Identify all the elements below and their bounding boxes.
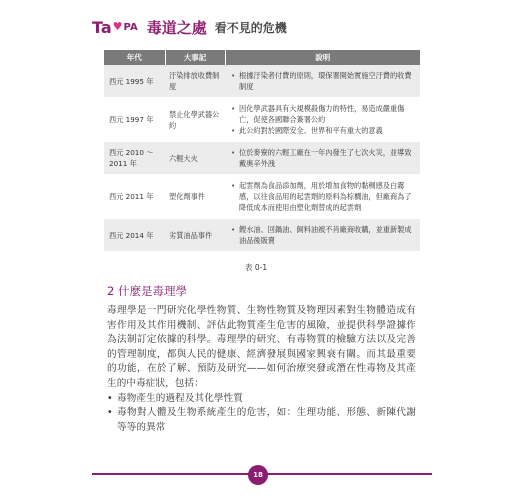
row-year: 西元 1995 年 — [104, 65, 165, 98]
table-row — [104, 65, 420, 98]
events-table — [104, 50, 420, 252]
heart-icon: ♥ — [112, 19, 123, 33]
header-event: 大事記 — [165, 50, 225, 65]
chapter-title: 毒道之處 — [146, 18, 207, 37]
row-year: 西元 1997 年 — [104, 98, 165, 142]
desc-item: • 此公約對於國際安全、世界和平有重大的意義 — [239, 125, 416, 136]
desc-item: • 位於麥寮的六輕工廠在一年內發生了七次火災，並導致戴奧辛外洩 — [239, 147, 416, 169]
row-year: 西元 2011 年 — [104, 175, 165, 219]
header-year: 年代 — [104, 50, 165, 65]
desc-item: • 因化學武器具有大規模殺傷力的特性，易造成嚴重傷亡，促使各國聯合簽署公約 — [239, 103, 416, 125]
row-event: 汙染排放收費制度 — [165, 65, 225, 98]
row-desc — [225, 219, 420, 252]
page-header — [92, 13, 287, 41]
table-row — [104, 142, 420, 175]
table-header-row — [104, 50, 420, 65]
table-caption: 表 0-1 — [245, 263, 268, 272]
row-event: 六輕大火 — [165, 142, 225, 175]
section-heading: 2 什麼是毒理學 — [107, 284, 187, 298]
row-event: 劣質油品事件 — [165, 219, 225, 252]
desc-item: • 起雲劑為食品添加劑，用於增加食物的黏稠感及白霧感，以往食品用的起雲劑的原料為棕櫚油，但廠商為了降低成本而使用由塑化劑替成的起雲劑 — [239, 180, 416, 213]
row-desc — [225, 98, 420, 142]
bullet-item: • 毒物產生的過程及其化學性質 — [107, 392, 416, 407]
row-year: 西元 2014 年 — [104, 219, 165, 252]
desc-item: • 根據汙染者付費的原則，環保署開始實施空汙費的收費制度 — [239, 70, 416, 92]
desc-item: • 餿水油、回鍋油、飼料油被不肖廠商收購，並重新製成油品後販賣 — [239, 224, 416, 246]
logo — [92, 18, 138, 37]
logo-text: Ta — [92, 17, 112, 37]
row-desc — [225, 175, 420, 219]
table-row — [104, 98, 420, 142]
logo-suffix: PA — [123, 21, 138, 33]
table-row — [104, 175, 420, 219]
row-desc — [225, 142, 420, 175]
row-event: 禁止化學武器公約 — [165, 98, 225, 142]
header-desc: 說明 — [225, 50, 420, 65]
body-paragraph: 毒理學是一門研究化學性物質、生物性物質及物理因素對生物體造成有害作用及其作用機制、評估此物質產生危害的風險，並提供科學證據作為法制訂定依據的科學。毒理學的研究、有毒物質的檢驗方法以及完善的管理制度，都與人民的健康、經濟發展與國家興衰有關。而其最重要的功能，在於了解、預防及研究——如何治療突發或潛在性毒物及其產生的中毒症狀，包括： — [107, 305, 416, 389]
row-event: 塑化劑事件 — [165, 175, 225, 219]
chapter-subtitle: 看不見的危機 — [214, 20, 287, 35]
table-row — [104, 219, 420, 252]
row-desc — [225, 65, 420, 98]
bullet-item: • 毒物對人體及生物系統產生的危害，如：生理功能、形態、新陳代謝等等的異常 — [107, 406, 416, 435]
row-year: 西元 2010 ～ 2011 年 — [104, 142, 165, 175]
page-number: 18 — [248, 465, 268, 485]
section-body — [107, 304, 416, 435]
